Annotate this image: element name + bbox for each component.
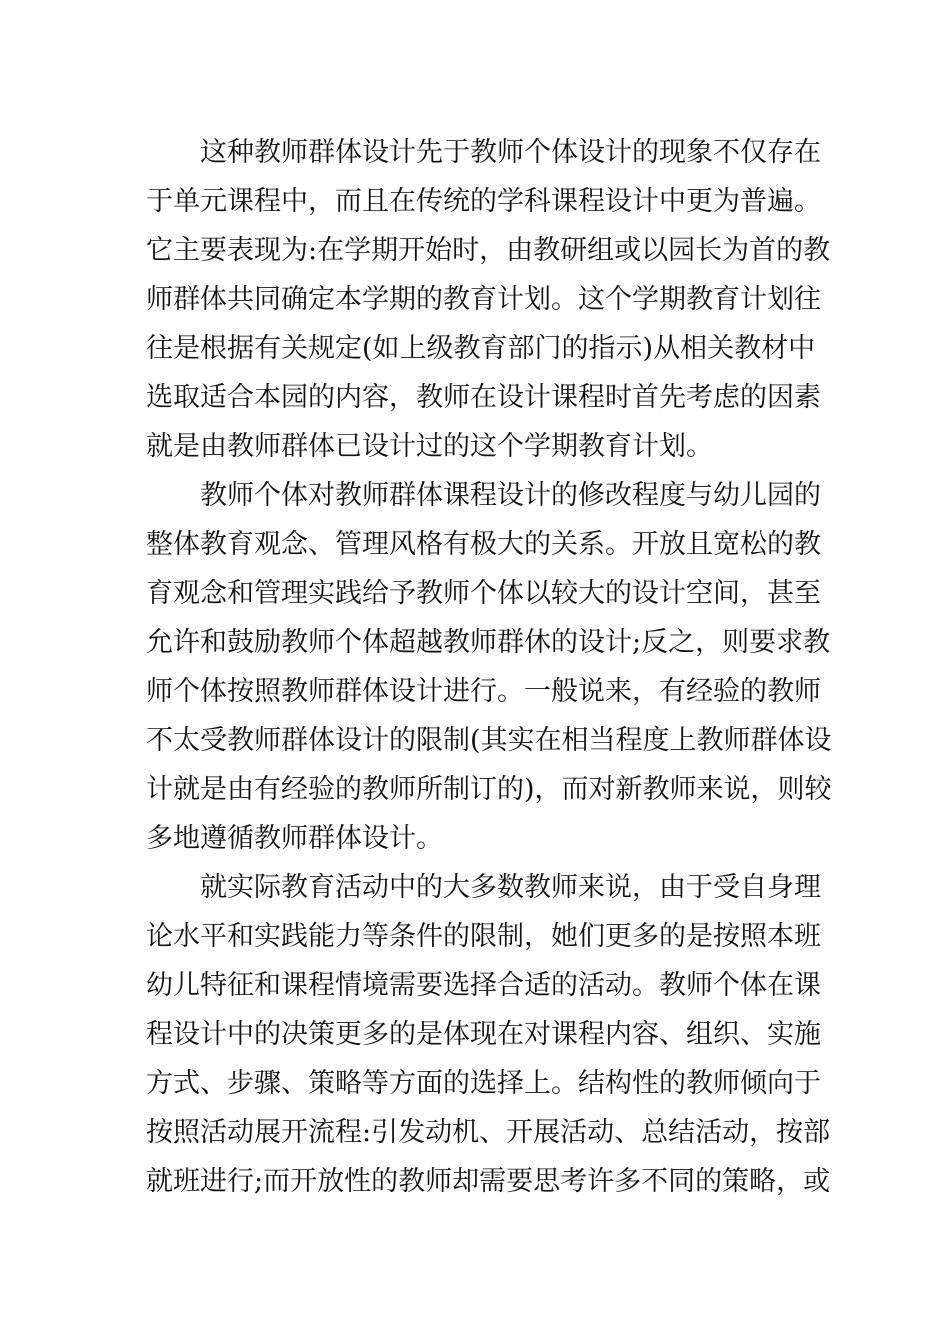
text-line: 就班进行;而开放性的教师却需要思考许多不同的策略，或 bbox=[146, 1166, 831, 1197]
text-line: 师个体按照教师群体设计进行。一般说来，有经验的教师 bbox=[146, 676, 821, 707]
text-line: 教师个体对教师群体课程设计的修改程度与幼儿园的 bbox=[200, 480, 821, 511]
text-line: 多地遵循教师群体设计。 bbox=[146, 823, 443, 854]
text-line: 方式、步骤、策略等方面的选择上。结构性的教师倾向于 bbox=[146, 1068, 821, 1099]
text-line: 按照活动展开流程:引发动机、开展活动、总结活动，按部 bbox=[146, 1117, 831, 1148]
text-line: 幼儿特征和课程情境需要选择合适的活动。教师个体在课 bbox=[146, 970, 821, 1001]
text-line: 程设计中的决策更多的是体现在对课程内容、组织、实施 bbox=[146, 1019, 821, 1050]
text-line: 于单元课程中，而且在传统的学科课程设计中更为普遍。 bbox=[146, 186, 821, 217]
text-line: 计就是由有经验的教师所制订的)，而对新教师来说，则较 bbox=[146, 774, 832, 805]
text-line: 整体教育观念、管理风格有极大的关系。开放且宽松的教 bbox=[146, 529, 821, 560]
text-line: 就是由教师群体已设计过的这个学期教育计划。 bbox=[146, 431, 713, 462]
text-line: 这种教师群体设计先于教师个体设计的现象不仅存在 bbox=[200, 137, 821, 168]
text-line: 师群体共同确定本学期的教育计划。这个学期教育计划往 bbox=[146, 284, 821, 315]
paragraph-3 bbox=[146, 863, 831, 1206]
text-line: 论水平和实践能力等条件的限制，她们更多的是按照本班 bbox=[146, 921, 821, 952]
text-line: 育观念和管理实践给予教师个体以较大的设计空间，甚至 bbox=[146, 578, 821, 609]
text-line: 允许和鼓励教师个体超越教师群休的设计;反之，则要求教 bbox=[146, 627, 831, 658]
text-line: 就实际教育活动中的大多数教师来说，由于受自身理 bbox=[200, 872, 821, 903]
document-body bbox=[146, 128, 832, 1206]
paragraph-2 bbox=[146, 471, 832, 863]
text-line: 选取适合本园的内容，教师在设计课程时首先考虑的因素 bbox=[146, 382, 821, 413]
paragraph-1 bbox=[146, 128, 831, 471]
text-line: 往是根据有关规定(如上级教育部门的指示)从相关教材中 bbox=[146, 333, 816, 364]
text-line: 不太受教师群体设计的限制(其实在相当程度上教师群体设 bbox=[146, 725, 832, 756]
text-line: 它主要表现为:在学期开始时，由教研组或以园长为首的教 bbox=[146, 235, 831, 266]
